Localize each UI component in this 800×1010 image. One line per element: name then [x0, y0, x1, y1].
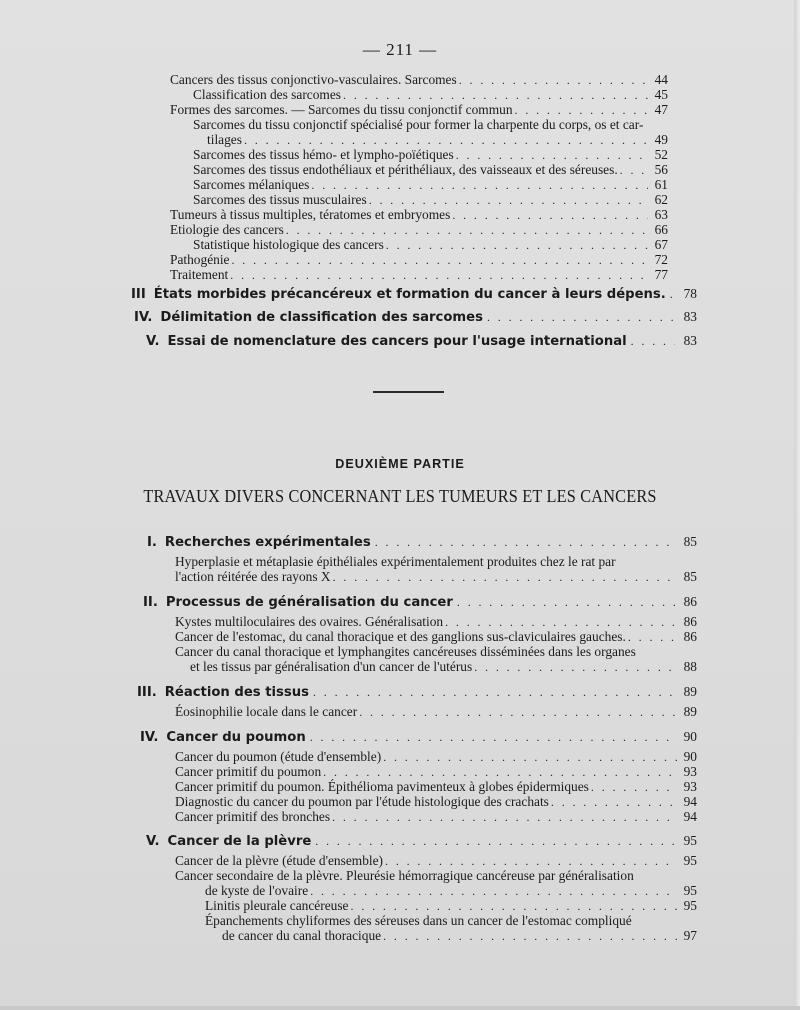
dot-leader: [515, 103, 648, 118]
dot-leader: [386, 238, 648, 253]
toc-entry-page: 61: [654, 177, 668, 192]
toc-entry-page: 94: [683, 794, 697, 809]
toc-entry: [193, 237, 668, 253]
toc-entry: [170, 102, 668, 118]
dot-leader: [445, 615, 677, 630]
dot-leader: [230, 268, 648, 283]
toc-entry-text: Sarcomes des tissus musculaires: [193, 192, 367, 207]
toc-entry-text: Linitis pleurale cancéreuse: [205, 898, 349, 913]
dot-leader: [351, 899, 677, 914]
toc-entry-page: 86: [683, 614, 697, 629]
toc-entry-text: Sarcomes des tissus hémo- et lympho-poïétiques: [193, 147, 454, 162]
dot-leader: [474, 660, 677, 675]
dot-leader: [457, 594, 675, 611]
toc-entry-text: Cancer du poumon (étude d'ensemble): [175, 749, 382, 764]
toc-entry-page: 97: [683, 928, 697, 943]
section-title: Délimitation de classification des sarcomes: [160, 310, 483, 325]
toc-entry: [193, 162, 668, 178]
page-number: — 211 —: [362, 40, 438, 59]
toc-entry: [193, 177, 668, 193]
dot-leader: [232, 253, 649, 268]
toc-entry-text: Cancer de l'estomac, du canal thoracique et des ganglions sus-claviculaires gauches.: [175, 629, 626, 644]
section-page: 86: [683, 594, 697, 609]
toc-entry: [222, 928, 697, 944]
toc-entry-text: Diagnostic du cancer du poumon par l'étude histologique des crachats: [175, 794, 549, 809]
toc-section: [143, 593, 697, 611]
toc-entry-text: Sarcomes des tissus endothéliaux et périthéliaux, des vaisseaux et des séreuses.: [193, 162, 618, 177]
toc-entry-page: 94: [683, 809, 697, 824]
toc-entry: [175, 629, 697, 645]
toc-entry-text: de cancer du canal thoracique: [222, 928, 382, 943]
dot-leader: [456, 148, 648, 163]
toc-entry: [175, 764, 697, 780]
dot-leader: [369, 193, 648, 208]
toc-entry-text: Sarcomes du tissu conjonctif spécialisé pour former la charpente du corps, os et car-: [193, 117, 644, 132]
toc-entry-page: 56: [654, 162, 668, 177]
toc-entry: [175, 794, 697, 810]
section-title: Processus de généralisation du cancer: [165, 595, 453, 610]
toc-entry-text: Pathogénie: [170, 252, 230, 267]
toc-entry-page: 95: [683, 898, 697, 913]
toc-entry: [190, 659, 697, 675]
section-page: 90: [683, 729, 697, 744]
section-number: II.: [143, 595, 158, 610]
dot-leader: [323, 765, 677, 780]
toc-entry: [207, 132, 668, 148]
toc-entry-page: 72: [654, 252, 668, 267]
toc-entry-text: Cancer primitif du poumon. Épithélioma pavimenteux à globes épidermiques: [175, 779, 589, 794]
toc-entry-text: Cancer primitif du poumon: [175, 764, 322, 779]
dot-leader: [385, 854, 677, 869]
section-divider: [373, 391, 444, 393]
toc-section: [137, 683, 697, 701]
toc-entry: [193, 87, 668, 103]
toc-entry: [175, 809, 697, 825]
toc-entry-page: 45: [654, 87, 668, 102]
toc-entry-page: 90: [683, 749, 697, 764]
toc-entry-text: Épanchements chyliformes des séreuses dans un cancer de l'estomac compliqué: [205, 913, 632, 928]
section-title: Cancer de la plèvre: [167, 834, 312, 849]
toc-section: [131, 285, 697, 303]
toc-entry: [205, 883, 697, 899]
dot-leader: [487, 309, 675, 326]
toc-entry-text: Cancer secondaire de la plèvre. Pleurésie hémorragique cancéreuse par généralisation: [175, 868, 634, 883]
toc-entry: [205, 898, 697, 914]
toc-entry-text: Classification des sarcomes: [193, 87, 342, 102]
dot-leader: [343, 88, 648, 103]
toc-entry-page: 66: [654, 222, 668, 237]
toc-entry: [170, 207, 668, 223]
toc-entry: [170, 72, 668, 88]
section-number: IV.: [134, 310, 153, 325]
toc-section: [140, 728, 697, 746]
toc-entry-page: 62: [654, 192, 668, 207]
dot-leader: [551, 795, 677, 810]
toc-entry-page: 49: [654, 132, 668, 147]
dot-leader: [332, 810, 677, 825]
toc-entry-text: l'action réitérée des rayons X: [175, 569, 331, 584]
toc-entry-page: 95: [683, 853, 697, 868]
toc-entry-text: Cancer du canal thoracique et lymphangites cancéreuses disséminées dans les organes: [175, 644, 636, 659]
toc-entry-text: Etiologie des cancers: [170, 222, 284, 237]
toc-entry: [170, 252, 668, 268]
toc-entry-page: 88: [683, 659, 697, 674]
toc-entry-text: Formes des sarcomes. — Sarcomes du tissu conjonctif commun: [170, 102, 513, 117]
dot-leader: [620, 163, 648, 178]
dot-leader: [375, 534, 675, 551]
section-page: 95: [683, 833, 697, 848]
toc-section: [147, 533, 697, 551]
toc-entry-page: 52: [654, 147, 668, 162]
dot-leader: [310, 729, 675, 746]
dot-leader: [244, 133, 648, 148]
section-number: III: [131, 287, 146, 302]
toc-entry: [175, 704, 697, 720]
toc-entry-page: 86: [683, 629, 697, 644]
section-title: Réaction des tissus: [164, 685, 309, 700]
dot-leader: [333, 570, 677, 585]
toc-entry-text: Éosinophilie locale dans le cancer: [175, 704, 358, 719]
toc-entry: [175, 569, 697, 585]
page-edge-bottom: [0, 1006, 800, 1010]
dot-leader: [383, 750, 677, 765]
section-number: III.: [137, 685, 157, 700]
toc-entry-text: Sarcomes mélaniques: [193, 177, 310, 192]
toc-entry: [193, 192, 668, 208]
toc-section: [146, 332, 697, 350]
section-number: V.: [146, 334, 160, 349]
toc-entry: [175, 853, 697, 869]
toc-section: [134, 308, 697, 326]
toc-entry-page: 93: [683, 779, 697, 794]
page-edge-right: [794, 0, 800, 1010]
toc-entry-text: Cancers des tissus conjonctivo-vasculaires. Sarcomes: [170, 72, 457, 87]
toc-section: [146, 832, 697, 850]
toc-entry-page: 95: [683, 883, 697, 898]
toc-entry: [170, 222, 668, 238]
section-page: 85: [683, 534, 697, 549]
toc-entry-page: 67: [654, 237, 668, 252]
section-page: 83: [683, 309, 697, 324]
dot-leader: [383, 929, 677, 944]
section-page: 78: [683, 286, 697, 301]
dot-leader: [631, 333, 675, 350]
part-title: TRAVAUX DIVERS CONCERNANT LES TUMEURS ET LES CANCERS: [143, 486, 657, 506]
toc-entry-text: Hyperplasie et métaplasie épithéliales expérimentalement produites chez le rat par: [175, 554, 616, 569]
toc-entry-text: de kyste de l'ovaire: [205, 883, 309, 898]
dot-leader: [459, 73, 648, 88]
section-title: États morbides précancéreux et formation du cancer à leurs dépens.: [153, 287, 666, 302]
toc-entry: [175, 779, 697, 795]
toc-entry-page: 93: [683, 764, 697, 779]
section-number: V.: [146, 834, 160, 849]
section-title: Recherches expérimentales: [164, 535, 371, 550]
section-number: IV.: [140, 730, 159, 745]
toc-entry-page: 63: [654, 207, 668, 222]
section-title: Cancer du poumon: [166, 730, 306, 745]
dot-leader: [311, 178, 648, 193]
toc-entry-page: 44: [654, 72, 668, 87]
toc-entry-page: 77: [654, 267, 668, 282]
toc-entry-page: 85: [683, 569, 697, 584]
dot-leader: [452, 208, 648, 223]
section-number: I.: [147, 535, 157, 550]
section-page: 89: [683, 684, 697, 699]
toc-entry: [170, 267, 668, 283]
part-label: DEUXIÈME PARTIE: [335, 457, 465, 471]
toc-entry-text: Kystes multiloculaires des ovaires. Généralisation: [175, 614, 444, 629]
toc-entry-page: 89: [683, 704, 697, 719]
dot-leader: [591, 780, 677, 795]
toc-entry-text: Statistique histologique des cancers: [193, 237, 384, 252]
dot-leader: [359, 705, 677, 720]
toc-entry-page: 47: [654, 102, 668, 117]
dot-leader: [310, 884, 677, 899]
dot-leader: [670, 286, 675, 303]
toc-entry-text: et les tissus par généralisation d'un cancer de l'utérus: [190, 659, 473, 674]
dot-leader: [286, 223, 648, 238]
toc-entry-text: Traitement: [170, 267, 229, 282]
toc-entry-text: tilages: [207, 132, 242, 147]
toc-entry-text: Tumeurs à tissus multiples, tératomes et embryomes: [170, 207, 451, 222]
toc-entry-text: Cancer de la plèvre (étude d'ensemble): [175, 853, 384, 868]
section-title: Essai de nomenclature des cancers pour l'usage international: [167, 334, 627, 349]
dot-leader: [315, 833, 675, 850]
toc-entry-text: Cancer primitif des bronches: [175, 809, 331, 824]
dot-leader: [628, 630, 677, 645]
dot-leader: [313, 684, 675, 701]
toc-entry: [193, 147, 668, 163]
toc-entry: [175, 749, 697, 765]
section-page: 83: [683, 333, 697, 348]
toc-entry: [175, 614, 697, 630]
